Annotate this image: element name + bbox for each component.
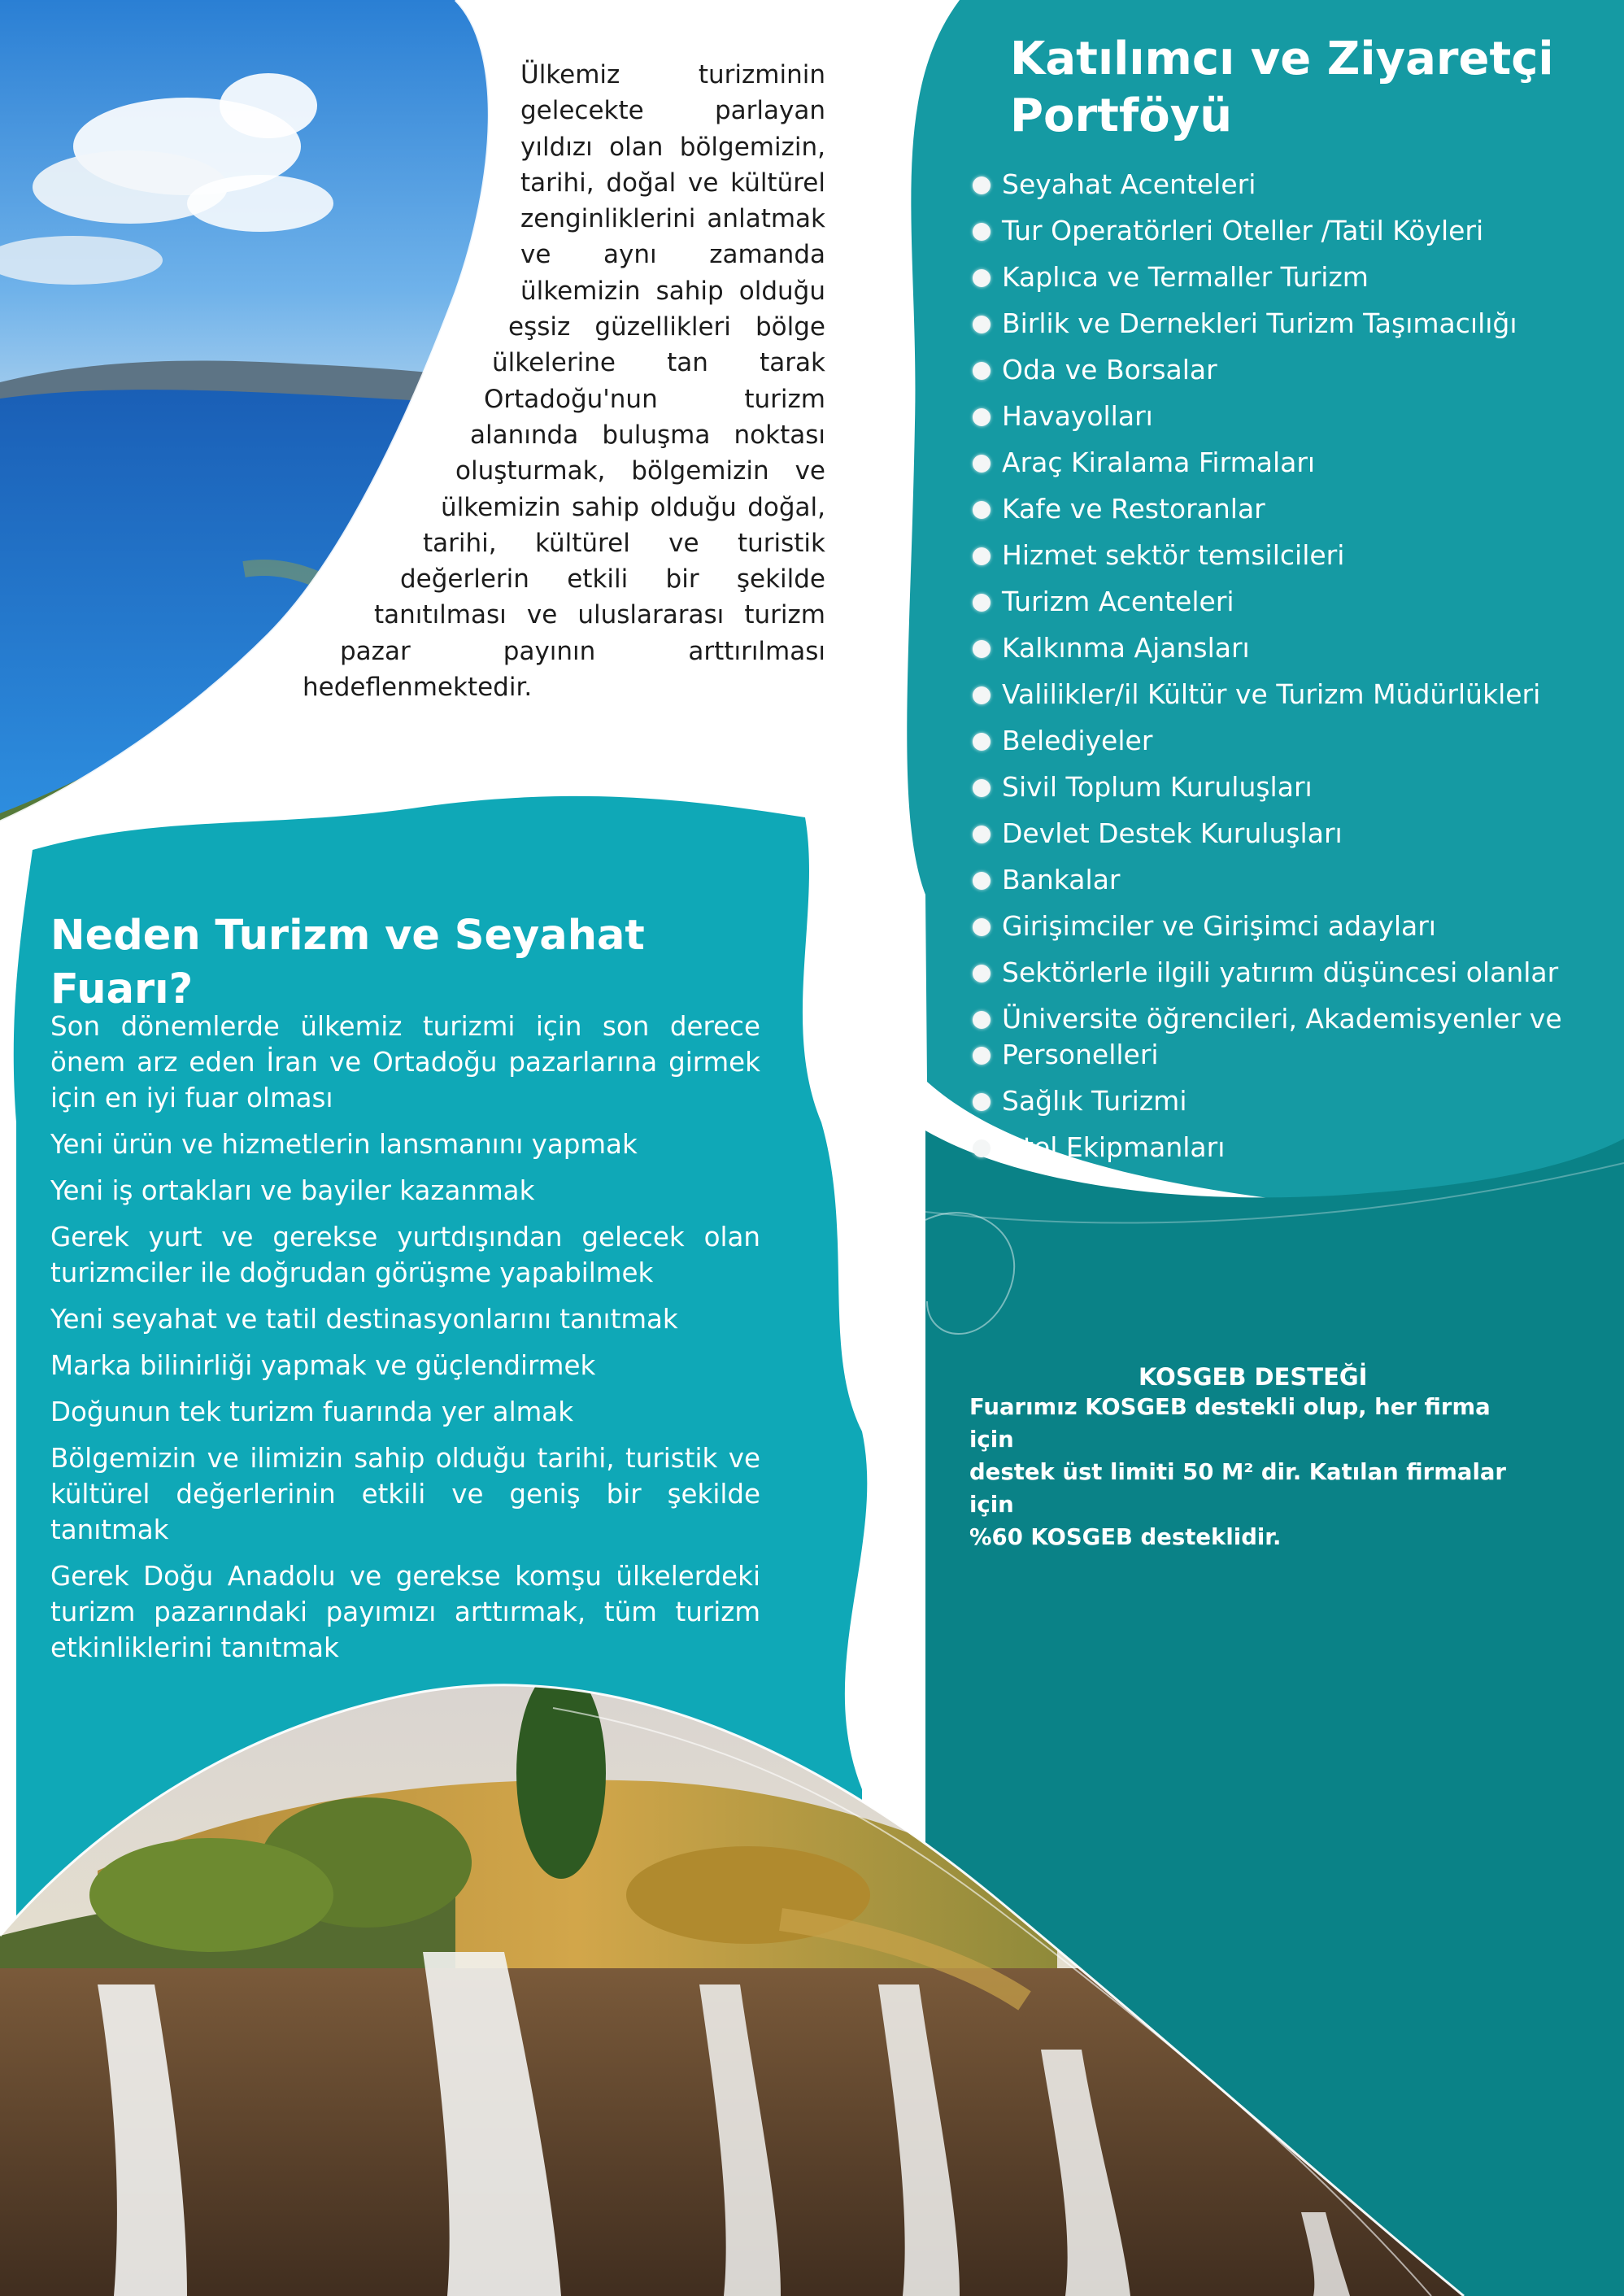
list-item: Turizm Acenteleri	[973, 584, 1591, 620]
kosgeb-line: destek üst limiti 50 M² dir. Katılan firmalar için	[969, 1459, 1506, 1518]
list-item: Hizmet sektör temsilcileri	[973, 538, 1591, 573]
bullet-icon	[973, 269, 991, 287]
intro-line: tarihi, kültürel ve turistik	[423, 528, 825, 558]
intro-line: ülkelerine tan tarak	[492, 348, 825, 378]
list-item: Kafe ve Restoranlar	[973, 491, 1591, 527]
intro-line: ve aynı zamanda	[520, 240, 825, 270]
list-item: Valilikler/il Kültür ve Turizm Müdürlükleri	[973, 677, 1591, 712]
intro-paragraph	[293, 57, 825, 705]
intro-line: değerlerin etkili bir şekilde	[400, 564, 825, 595]
intro-line: pazar payının arttırılması	[340, 636, 825, 666]
kosgeb-line: %60 KOSGEB desteklidir.	[969, 1524, 1282, 1550]
list-item: Kaplıca ve Termaller Turizm	[973, 259, 1591, 295]
bullet-icon	[973, 223, 991, 241]
list-item: Sektörlerle ilgili yatırım düşüncesi olanlar	[973, 955, 1591, 991]
bullet-icon	[973, 872, 991, 890]
bullet-icon	[973, 733, 991, 751]
list-item: Belediyeler	[973, 723, 1591, 759]
intro-line: hedeflenmektedir.	[303, 673, 533, 703]
intro-line: oluşturmak, bölgemizin ve	[455, 456, 825, 486]
list-item: Personelleri	[973, 1037, 1591, 1073]
intro-line: Ortadoğu'nun turizm	[484, 384, 825, 414]
list-item: Havayolları	[973, 399, 1591, 434]
bullet-icon	[973, 1139, 991, 1157]
list-item: Yeni ürün ve hizmetlerin lansmanını yapmak	[50, 1129, 638, 1160]
list-item: Devlet Destek Kuruluşları	[973, 816, 1591, 852]
bullet-icon	[973, 408, 991, 426]
list-item: Girişimciler ve Girişimci adayları	[973, 908, 1591, 944]
bullet-icon	[973, 362, 991, 380]
kosgeb-line: Fuarımız KOSGEB destekli olup, her firma için	[969, 1394, 1491, 1453]
bullet-icon	[973, 1011, 991, 1029]
intro-line: ülkemizin sahip olduğu	[520, 276, 825, 306]
bullet-icon	[973, 1093, 991, 1111]
why-title: Neden Turizm ve Seyahat Fuarı?	[50, 912, 645, 1013]
bullet-icon	[973, 965, 991, 982]
list-item: Kalkınma Ajansları	[973, 630, 1591, 666]
bullet-icon	[973, 826, 991, 843]
list-item: Bölgemizin ve ilimizin sahip olduğu tarihi, turistik ve kültürel değerlerinin etkili ve geniş bir şekilde tanıtmak	[50, 1443, 760, 1545]
kosgeb-text	[969, 1391, 1539, 1553]
list-item: Araç Kiralama Firmaları	[973, 445, 1591, 481]
list-item: Sivil Toplum Kuruluşları	[973, 769, 1591, 805]
intro-line: alanında buluşma noktası	[470, 420, 825, 450]
intro-line: eşsiz güzellikleri bölge	[508, 312, 825, 342]
bullet-icon	[973, 501, 991, 519]
list-item: Oda ve Borsalar	[973, 352, 1591, 388]
list-item: Gerek Doğu Anadolu ve gerekse komşu ülkelerdeki turizm pazarındaki payımızı arttırmak, tüm turizm etkinliklerini tanıtmak	[50, 1561, 760, 1663]
list-item: Yeni iş ortakları ve bayiler kazanmak	[50, 1175, 535, 1206]
bullet-icon	[973, 918, 991, 936]
intro-line: yıldızı olan bölgemizin,	[520, 132, 825, 162]
list-item: Otel Ekipmanları	[973, 1130, 1591, 1165]
list-item: Doğunun tek turizm fuarında yer almak	[50, 1396, 574, 1427]
bullet-icon	[973, 1047, 991, 1065]
intro-line: ülkemizin sahip olduğu doğal,	[441, 492, 825, 522]
portfolio-list	[973, 167, 1591, 1176]
bullet-icon	[973, 779, 991, 797]
portfolio-title-line: Portföyü	[1010, 89, 1233, 142]
list-item: Yeni seyahat ve tatil destinasyonlarını tanıtmak	[50, 1304, 678, 1335]
intro-line: tarihi, doğal ve kültürel	[520, 168, 825, 198]
list-item: Gerek yurt ve gerekse yurtdışından gelecek olan turizmciler ile doğrudan görüşme yapabilmek	[50, 1222, 760, 1288]
bullet-icon	[973, 594, 991, 612]
list-item: Bankalar	[973, 862, 1591, 898]
list-item: Son dönemlerde ülkemiz turizmi için son derece önem arz eden İran ve Ortadoğu pazarlarına girmek için en iyi fuar olması	[50, 1011, 760, 1113]
intro-line: Ülkemiz turizminin	[520, 60, 825, 89]
bullet-icon	[973, 316, 991, 333]
bullet-icon	[973, 547, 991, 565]
bullet-icon	[973, 686, 991, 704]
portfolio-title-line: Katılımcı ve Ziyaretçi	[1010, 33, 1554, 85]
list-item: Marka bilinirliği yapmak ve güçlendirmek	[50, 1350, 596, 1381]
list-item: Sağlık Turizmi	[973, 1083, 1591, 1119]
kosgeb-title: KOSGEB DESTEĞİ	[1139, 1363, 1368, 1391]
intro-line: tanıtılması ve uluslararası turizm	[374, 600, 825, 630]
list-item: Seyahat Acenteleri	[973, 167, 1591, 203]
why-list	[50, 1009, 760, 1676]
bullet-icon	[973, 455, 991, 473]
list-item: Üniversite öğrencileri, Akademisyenler ve	[973, 1001, 1591, 1037]
intro-line: zenginliklerini anlatmak	[520, 204, 825, 234]
bullet-icon	[973, 640, 991, 658]
bullet-icon	[973, 176, 991, 194]
intro-line: gelecekte parlayan	[520, 96, 825, 126]
list-item: Tur Operatörleri Oteller /Tatil Köyleri	[973, 213, 1591, 249]
portfolio-title	[1010, 31, 1579, 145]
list-item: Birlik ve Dernekleri Turizm Taşımacılığı	[973, 306, 1591, 342]
